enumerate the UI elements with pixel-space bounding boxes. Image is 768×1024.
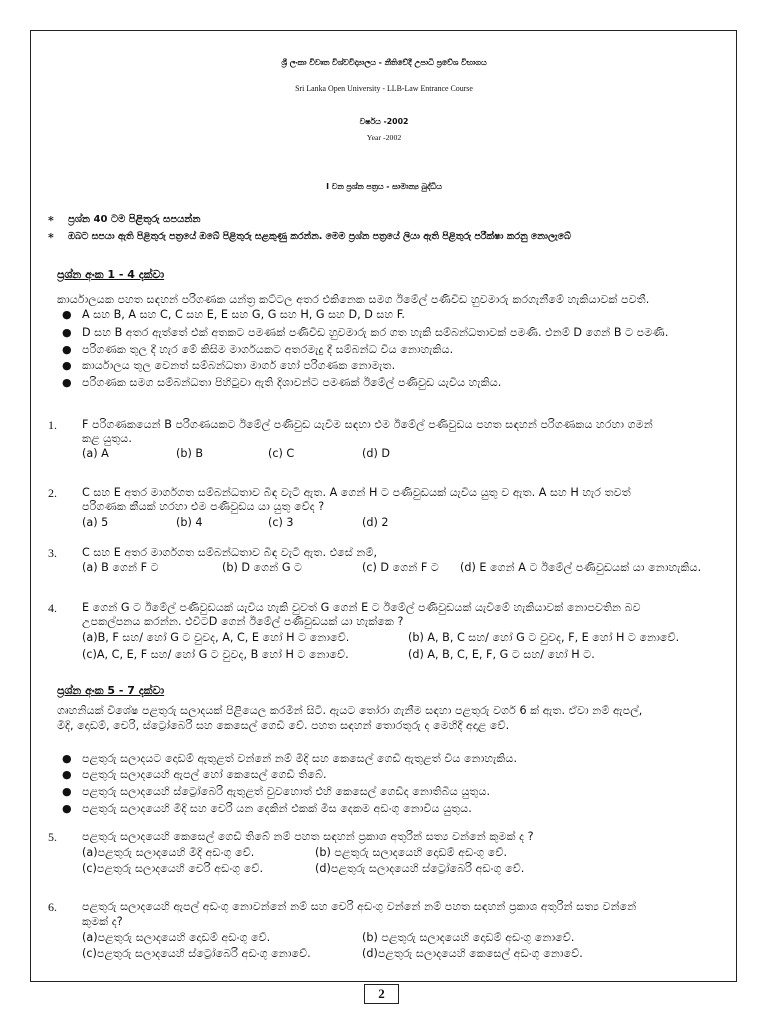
question-number: 3. bbox=[48, 546, 57, 560]
bullet-icon: ● bbox=[62, 802, 72, 815]
bullet-icon: ● bbox=[62, 376, 72, 389]
option-c: (c)A, C, E, F සහ/ හෝ G ට වුවද, B හෝ H ට නොවේ. bbox=[82, 648, 349, 661]
question-text: E ගෙන් G ට ඊමේල් පණිවුඩයක් යැවිය හැකි වුවත් G ගෙන් E ට ඊමේල් පණිවුඩයක් යැවීමේ හැකියාවක් නොපවතින බව bbox=[82, 601, 641, 614]
section2-intro: ගෘහනියක් විශේෂ පළතුරු සලාදයක් පිළියෙල කරමින් සිටී. ඇයට තෝරා ගැනීම සඳහා පළතුරු වර්ග 6 ක් ඇත. ඒවා නම් ඇපල්, bbox=[57, 704, 643, 717]
bullet-icon: ● bbox=[62, 359, 72, 372]
section1-bullet: කාර්යාලය තුල වෙනත් සම්බන්ධතා මාර්ග හෝ පරිගණක නොමැත. bbox=[82, 359, 396, 372]
section2-bullet: පළතුරු සලාදයෙහි ඇපල් හෝ කෙසෙල් ගෙඩි තිබේ. bbox=[82, 768, 327, 781]
option-a: (a)පළතුරු සලාදයෙහි මිදි අඩංගු වේ. bbox=[82, 846, 255, 859]
section2-bullet: පළතුරු සලාදයෙහි ස්ට්‍රෝබෙරි ඇතුළත් වුවහොත් එහි කෙසෙල් ගෙඩිද නොතිබිය යුතුය. bbox=[82, 785, 491, 798]
option-d: (d) A, B, C, E, F, G ට සහ/ හෝ H ට. bbox=[408, 648, 595, 661]
question-text: උපකල්පනය කරන්න. එවිටD ගෙන් ඊමේල් පණිවුඩයක් යා හැක්කෙ ? bbox=[82, 615, 404, 628]
question-number: 5. bbox=[48, 830, 57, 844]
section1-bullet: A සහ B, A සහ C, C සහ E, E සහ G, G සහ H, G සහ D, D සහ F. bbox=[82, 308, 405, 321]
question-text: පළතුරු සලාදයෙහි කෙසෙල් ගෙඩි තිබේ නම් පහත සඳහන් ප්‍රකාශ අතුරින් සත්‍ය වන්නේ කුමක් ද ? bbox=[82, 830, 534, 843]
bullet-icon: ● bbox=[62, 785, 72, 798]
question-number: 1. bbox=[48, 418, 57, 432]
question-text: කුමක් ද? bbox=[82, 915, 123, 928]
question-number: 4. bbox=[48, 601, 57, 615]
bullet-icon: ● bbox=[62, 343, 72, 356]
asterisk-icon: * bbox=[48, 214, 54, 227]
option-d: (d) E ගෙන් A ට ඊමේල් පණිවුඩයක් යා නොහැකිය. bbox=[460, 561, 702, 574]
bullet-icon: ● bbox=[62, 768, 72, 781]
section1-bullet: පරිගණක තුල දී හැර මේ කිසිම මාර්ගයකට අතරමැදු දී සම්බන්ධ විය නොහැකිය. bbox=[82, 343, 454, 356]
option-a: (a) 5 bbox=[82, 516, 109, 529]
question-text: C සහ E අතර මාර්ගගත සම්බන්ධතාව බිඳ වැටී ඇත. A ගෙන් H ට පණිවුඩයක් යැවිය යුතු ව ඇත. A සහ H හැර තවත් bbox=[82, 486, 631, 499]
bullet-icon: ● bbox=[62, 326, 72, 339]
option-c: (c) 3 bbox=[268, 516, 294, 529]
paper-title: I වන ප්‍රශ්න පත්‍රය - සාමාන්‍ය බුද්ධිය bbox=[326, 182, 442, 191]
section-heading-1: ප්‍රශ්න අංක 1 - 4 දක්වා bbox=[57, 268, 165, 281]
option-b: (b) B bbox=[176, 447, 204, 460]
option-b: (b) පළතුරු සලාදයෙහි දොඩම් අඩංගු නොවේ. bbox=[362, 931, 575, 944]
section1-bullet: D සහ B අතර ඇත්තේ එක් අතකට පමණක් පණිවිඩ හුවමාරු කර ගත හැකි සම්බන්ධතාවක් පමණි. එනම් D ගෙන් B ට පමණි. bbox=[82, 326, 669, 339]
option-c: (c) C bbox=[268, 447, 295, 460]
option-a: (a) A bbox=[82, 447, 109, 460]
section2-bullet: පළතුරු සලාදයට දොඩම් ඇතුළත් වන්නේ නම් මිදි සහ කෙසෙල් ගෙඩි ඇතුළත් විය නොහැකිය. bbox=[82, 752, 517, 765]
question-text: පළතුරු සලාදයෙහි ඇපල් අඩංගු නොවන්නේ නම් සහ චෙරි අඩංගු වන්නේ නම් පහත සඳහන් ප්‍රකාශ අතුරින් සත්‍ය වන්නේ bbox=[82, 900, 637, 913]
option-d: (d) D bbox=[362, 447, 391, 460]
english-year: Year -2002 bbox=[366, 133, 402, 142]
instruction-2: ඔබට සපයා ඇති පිළිතුරු පත්‍රයේ ඔබේ පිළිතුරු සළකුණු කරන්න. මෙම ප්‍රශ්න පත්‍රයේ ලියා ඇති පිළිතුරු පරීක්ෂා කරනු නොලැබේ bbox=[68, 231, 571, 242]
section1-intro: කාර්යාලයක පහත සඳහන් පරිගණක යන්ත්‍ර කට්ටල අතර එකිනෙක සමග ඊමේල් පණිවිඩ හුවමාරු කරගැනීමේ හැකියාවක් පවතී. bbox=[57, 293, 650, 306]
option-a: (a) B ගෙන් F ට bbox=[82, 561, 159, 574]
question-text: කළ යුතුය. bbox=[82, 432, 132, 445]
section-heading-2: ප්‍රශ්න අංක 5 - 7 දක්වා bbox=[57, 684, 165, 697]
option-d: (d) 2 bbox=[362, 516, 389, 529]
option-c: (c)පළතුරු සලාදයෙහි චෙරි අඩංගු වේ. bbox=[82, 862, 264, 875]
question-number: 6. bbox=[48, 900, 57, 914]
option-c: (c)පළතුරු සලාදයෙහි ස්ට්‍රෝබෙරි අඩංගු නොවේ. bbox=[82, 947, 311, 960]
section1-bullet: පරිගණක සමග සම්බන්ධතා පිහිටුවා ඇති දිශාවන්ට පමණක් ඊමේල් පණිවුඩ යැවිය හැකිය. bbox=[82, 376, 502, 389]
sinhala-year: වර්ෂය -2002 bbox=[359, 117, 409, 126]
section2-intro: මිදි, දොඩම්, චෙරි, ස්ට්‍රෝබෙරි සහ කෙසෙල් ගෙඩි වේ. පහත සඳහන් තොරතුරු ද මෙහිදී අදාළ වේ. bbox=[57, 719, 510, 732]
option-d: (d)පළතුරු සලාදයෙහි ස්ට්‍රෝබෙරි අඩංගු වේ. bbox=[315, 862, 525, 875]
option-c: (c) D ගෙන් F ට bbox=[362, 561, 439, 574]
question-text: F පරිගණකයෙන් B පරිගණයකට ඊමේල් පණිවුඩ යැවීම සඳහා එම ඊමේල් පණිවුඩය පහත සඳහන් පරිගණකය හරහා ගමන් bbox=[82, 418, 653, 431]
option-a: (a)B, F සහ/ හෝ G ට වුවද, A, C, E හෝ H ට නොවේ. bbox=[82, 631, 350, 644]
bullet-icon: ● bbox=[62, 308, 72, 321]
instruction-1: ප්‍රශ්න 40 ටම පිළිතුරු සපයන්න bbox=[68, 214, 201, 225]
option-b: (b) A, B, C සහ/ හෝ G ට වුවද, F, E හෝ H ට නොවේ. bbox=[408, 631, 680, 644]
option-d: (d)පළතුරු සලාදයෙහි කෙසෙල් අඩංගු නොවේ. bbox=[362, 947, 583, 960]
page-number: 2 bbox=[364, 984, 399, 1004]
question-number: 2. bbox=[48, 486, 57, 500]
option-b: (b) 4 bbox=[176, 516, 203, 529]
english-title: Sri Lanka Open University - LLB-Law Entrance Course bbox=[295, 84, 473, 93]
sinhala-title: ශ්‍රී ලංකා විවෘත විශ්වවිද්‍යාලය - නීතිවේදී උපාධි ප්‍රවේශ විභාගය bbox=[281, 58, 487, 67]
section2-bullet: පළතුරු සලාදයෙහි මිදි සහ චෙරි යන දෙකින් එකක් මිස දෙකම අඩංගු නොවිය යුතුය. bbox=[82, 802, 472, 815]
option-a: (a)පළතුරු සලාදයෙහි දොඩම් අඩංගු වේ. bbox=[82, 931, 271, 944]
option-b: (b) D ගෙන් G ට bbox=[222, 561, 303, 574]
question-text: C සහ E අතර මාර්ගගත සම්බන්ධතාව බිඳ වැටී ඇත. එසේ නම්, bbox=[82, 546, 378, 559]
bullet-icon: ● bbox=[62, 752, 72, 765]
question-text: පරිගණක කීයක් හරහා එම පණිවුඩය යා යුතු වේද ? bbox=[82, 500, 325, 513]
option-b: (b) පළතුරු සලාදයෙහි දොඩම් අඩංගු වේ. bbox=[315, 846, 508, 859]
asterisk-icon: * bbox=[48, 231, 54, 244]
